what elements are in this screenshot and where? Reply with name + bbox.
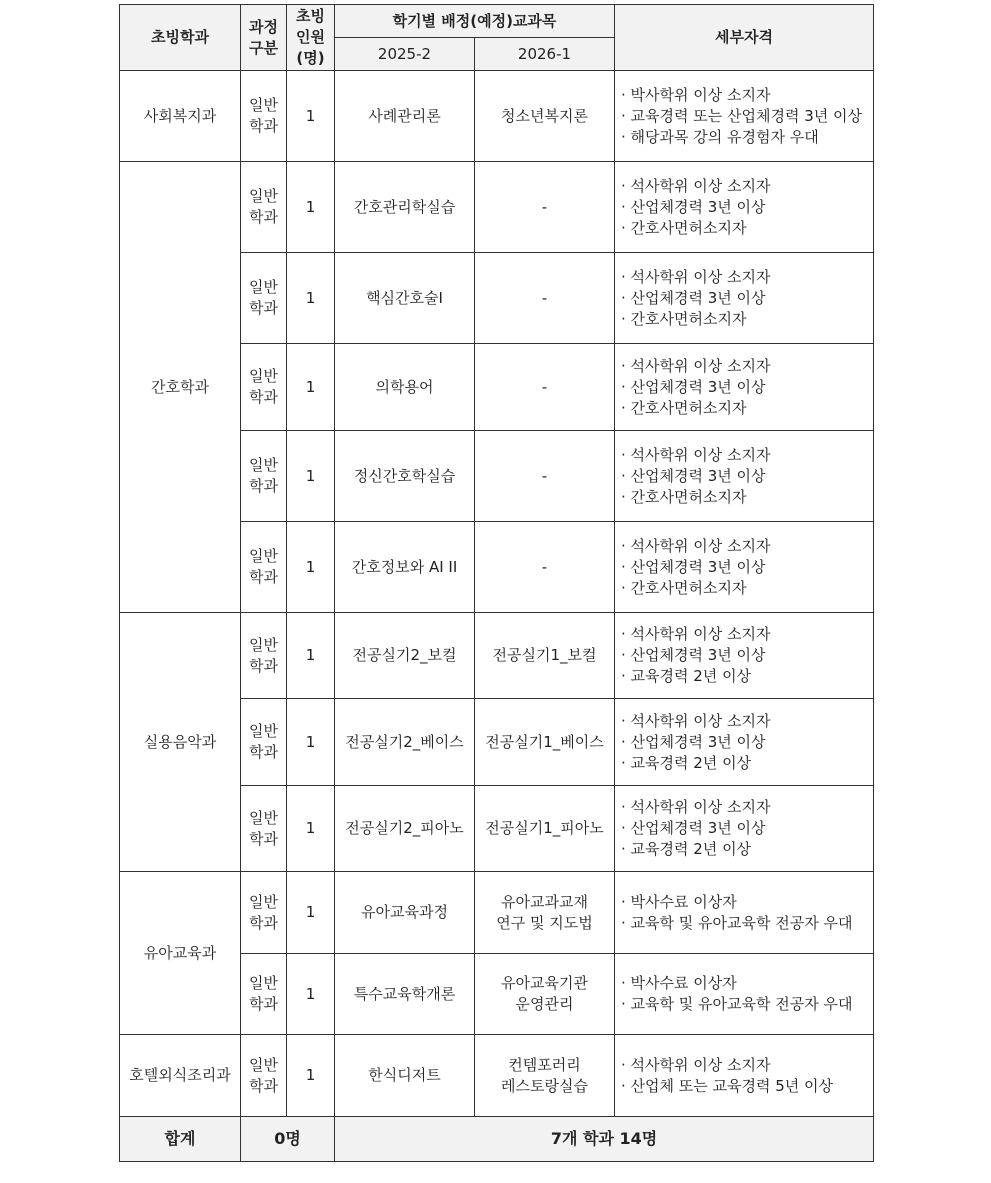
course-type-cell <box>241 786 287 872</box>
count-cell: 1 <box>287 253 335 344</box>
table-body <box>120 71 874 1162</box>
header-semester-2: 2026-1 <box>475 38 615 71</box>
subject-line: 전공실기2_베이스 <box>345 732 464 751</box>
course-type-cell <box>241 699 287 786</box>
table-row <box>120 872 874 954</box>
count-cell: 1 <box>287 162 335 253</box>
qualification-item: · 박사수료 이상자 <box>621 892 737 911</box>
qualification-item: · 간호사면허소지자 <box>621 309 747 328</box>
dept-cell: 실용음악과 <box>120 613 241 872</box>
qualification-item: · 교육경력 2년 이상 <box>621 753 752 772</box>
qualification-item: · 해당과목 강의 유경험자 우대 <box>621 127 819 146</box>
qualification-cell <box>615 522 874 613</box>
course-type-cell <box>241 253 287 344</box>
semester-2-cell <box>475 431 615 522</box>
header-dept: 초빙학과 <box>120 5 241 71</box>
subject-line: 전공실기2_피아노 <box>345 819 464 837</box>
header-count-line: (명) <box>296 49 325 67</box>
course-type-line: 일반 <box>249 1055 278 1074</box>
qualification-item: · 교육학 및 유아교육학 전공자 우대 <box>621 995 853 1013</box>
qualification-cell <box>615 613 874 699</box>
dept-cell: 호텔외식조리과 <box>120 1035 241 1117</box>
course-type-cell <box>241 613 287 699</box>
qualification-cell <box>615 162 874 253</box>
count-cell: 1 <box>287 954 335 1035</box>
total-summary: 7개 학과 14명 <box>335 1117 874 1162</box>
count-cell: 1 <box>287 699 335 786</box>
qualification-item: · 석사학위 이상 소지자 <box>621 1055 771 1074</box>
subject-line: - <box>541 377 548 396</box>
subject-line: - <box>541 197 548 216</box>
course-type-cell <box>241 431 287 522</box>
subject-line: 핵심간호술I <box>366 288 443 307</box>
subject-line: 한식디저트 <box>368 1066 441 1084</box>
qualification-item: · 교육경력 또는 산업체경력 3년 이상 <box>621 106 863 125</box>
qualification-item: · 산업체경력 3년 이상 <box>621 288 766 307</box>
qualification-item: · 석사학위 이상 소지자 <box>621 445 771 464</box>
course-type-line: 일반 <box>249 635 278 654</box>
count-cell: 1 <box>287 431 335 522</box>
course-type-cell <box>241 1035 287 1117</box>
course-type-line: 일반 <box>249 367 278 385</box>
course-type-cell <box>241 71 287 162</box>
subject-line: - <box>541 288 548 307</box>
semester-1-cell <box>335 431 475 522</box>
subject-line: 전공실기1_피아노 <box>485 819 604 837</box>
header-course-type <box>241 5 287 71</box>
course-type-line: 일반 <box>249 892 278 911</box>
qualification-item: · 교육학 및 유아교육학 전공자 우대 <box>621 913 853 932</box>
qualification-item: · 산업체경력 3년 이상 <box>621 197 766 216</box>
qualification-cell <box>615 431 874 522</box>
header-course-type-line: 과정 <box>249 17 278 36</box>
qualification-cell <box>615 786 874 872</box>
total-count: 0명 <box>241 1117 335 1162</box>
header-semester-1: 2025-2 <box>335 38 475 71</box>
semester-2-cell <box>475 613 615 699</box>
qualification-item: · 교육경력 2년 이상 <box>621 840 752 858</box>
qualification-cell <box>615 71 874 162</box>
table-row <box>120 162 874 253</box>
course-type-line: 일반 <box>249 187 278 205</box>
course-type-line: 학과 <box>249 656 278 675</box>
semester-1-cell <box>335 954 475 1035</box>
qualification-item: · 산업체경력 3년 이상 <box>621 377 766 396</box>
qualification-item: · 석사학위 이상 소지자 <box>621 536 771 555</box>
qualification-item: · 산업체경력 3년 이상 <box>621 466 766 485</box>
subject-line: 레스토랑실습 <box>501 1076 588 1095</box>
course-type-line: 학과 <box>249 829 278 848</box>
header-count <box>287 5 335 71</box>
table-row <box>120 1035 874 1117</box>
subject-line: 유아교육과정 <box>361 903 448 921</box>
subject-line: 전공실기1_보컬 <box>492 646 597 664</box>
semester-1-cell <box>335 162 475 253</box>
course-type-cell <box>241 162 287 253</box>
subject-line: 정신간호학실습 <box>353 466 456 485</box>
course-type-line: 학과 <box>249 117 278 135</box>
count-cell: 1 <box>287 522 335 613</box>
header-count-line: 인원 <box>296 28 325 46</box>
subject-line: 사례관리론 <box>368 106 441 125</box>
subject-line: 간호정보와 AI II <box>351 557 458 576</box>
header-count-line: 초빙 <box>296 7 325 25</box>
course-type-cell <box>241 872 287 954</box>
qualification-item: · 박사수료 이상자 <box>621 974 737 992</box>
subject-line: 유아교육기관 <box>501 974 588 992</box>
qualification-item: · 산업체 또는 교육경력 5년 이상 <box>621 1076 834 1095</box>
semester-2-cell <box>475 522 615 613</box>
course-type-line: 학과 <box>249 477 278 495</box>
dept-cell: 유아교육과 <box>120 872 241 1035</box>
qualification-item: · 산업체경력 3년 이상 <box>621 732 766 751</box>
recruitment-table <box>119 4 874 1162</box>
subject-line: 연구 및 지도법 <box>496 913 593 932</box>
subject-line: 의학용어 <box>375 377 434 396</box>
qualification-cell <box>615 344 874 431</box>
qualification-item: · 박사학위 이상 소지자 <box>621 85 771 104</box>
total-row <box>120 1117 874 1162</box>
semester-1-cell <box>335 699 475 786</box>
qualification-item: · 교육경력 2년 이상 <box>621 667 752 685</box>
count-cell: 1 <box>287 872 335 954</box>
semester-2-cell <box>475 1035 615 1117</box>
course-type-line: 학과 <box>249 299 278 317</box>
header-subjects: 학기별 배정(예정)교과목 <box>335 5 615 38</box>
table-row <box>120 71 874 162</box>
course-type-line: 학과 <box>249 913 278 932</box>
semester-2-cell <box>475 253 615 344</box>
total-label: 합계 <box>120 1117 241 1162</box>
count-cell: 1 <box>287 1035 335 1117</box>
course-type-line: 학과 <box>249 743 278 761</box>
semester-1-cell <box>335 1035 475 1117</box>
semester-1-cell <box>335 253 475 344</box>
qualification-item: · 석사학위 이상 소지자 <box>621 176 771 195</box>
course-type-line: 학과 <box>249 568 278 586</box>
subject-line: 전공실기2_보컬 <box>352 646 457 664</box>
course-type-cell <box>241 522 287 613</box>
subject-line: - <box>541 557 548 576</box>
qualification-item: · 간호사면허소지자 <box>621 578 747 597</box>
semester-1-cell <box>335 872 475 954</box>
qualification-item: · 산업체경력 3년 이상 <box>621 557 766 576</box>
qualification-item: · 석사학위 이상 소지자 <box>621 711 771 730</box>
qualification-cell <box>615 253 874 344</box>
table-row <box>120 613 874 699</box>
count-cell: 1 <box>287 786 335 872</box>
qualification-item: · 석사학위 이상 소지자 <box>621 356 771 375</box>
course-type-line: 일반 <box>249 96 278 114</box>
subject-line: 청소년복지론 <box>501 106 588 125</box>
qualification-item: · 석사학위 이상 소지자 <box>621 798 771 816</box>
subject-line: 운영관리 <box>515 995 574 1013</box>
course-type-line: 학과 <box>249 1076 278 1095</box>
header-course-type-line: 구분 <box>249 38 278 57</box>
semester-2-cell <box>475 699 615 786</box>
subject-line: 컨템포러리 <box>508 1055 581 1074</box>
dept-cell: 사회복지과 <box>120 71 241 162</box>
qualification-item: · 간호사면허소지자 <box>621 218 747 237</box>
dept-cell: 간호학과 <box>120 162 241 613</box>
qualification-cell <box>615 872 874 954</box>
semester-1-cell <box>335 71 475 162</box>
semester-1-cell <box>335 613 475 699</box>
qualification-item: · 간호사면허소지자 <box>621 487 747 506</box>
qualification-item: · 산업체경력 3년 이상 <box>621 646 766 664</box>
qualification-item: · 산업체경력 3년 이상 <box>621 819 766 837</box>
subject-line: 전공실기1_베이스 <box>485 732 604 751</box>
course-type-line: 학과 <box>249 208 278 226</box>
course-type-line: 학과 <box>249 388 278 406</box>
qualification-item: · 석사학위 이상 소지자 <box>621 267 771 286</box>
semester-2-cell <box>475 872 615 954</box>
qualification-item: · 석사학위 이상 소지자 <box>621 625 771 643</box>
semester-1-cell <box>335 344 475 431</box>
header-qualifications: 세부자격 <box>615 5 874 71</box>
semester-2-cell <box>475 954 615 1035</box>
subject-line: 간호관리학실습 <box>353 197 456 216</box>
count-cell: 1 <box>287 344 335 431</box>
course-type-line: 일반 <box>249 722 278 740</box>
course-type-line: 일반 <box>249 278 278 296</box>
subject-line: 유아교과교재 <box>501 892 588 911</box>
qualification-cell <box>615 1035 874 1117</box>
semester-2-cell <box>475 71 615 162</box>
semester-2-cell <box>475 786 615 872</box>
qualification-item: · 간호사면허소지자 <box>621 398 747 417</box>
qualification-cell <box>615 699 874 786</box>
course-type-cell <box>241 344 287 431</box>
course-type-line: 일반 <box>249 456 278 474</box>
course-type-line: 학과 <box>249 995 278 1013</box>
subject-line: - <box>541 466 548 485</box>
subject-line: 특수교육학개론 <box>353 984 456 1003</box>
semester-2-cell <box>475 162 615 253</box>
count-cell: 1 <box>287 71 335 162</box>
semester-2-cell <box>475 344 615 431</box>
course-type-line: 일반 <box>249 547 278 565</box>
course-type-cell <box>241 954 287 1035</box>
semester-1-cell <box>335 522 475 613</box>
qualification-cell <box>615 954 874 1035</box>
course-type-line: 일반 <box>249 808 278 827</box>
semester-1-cell <box>335 786 475 872</box>
count-cell: 1 <box>287 613 335 699</box>
course-type-line: 일반 <box>249 974 278 992</box>
